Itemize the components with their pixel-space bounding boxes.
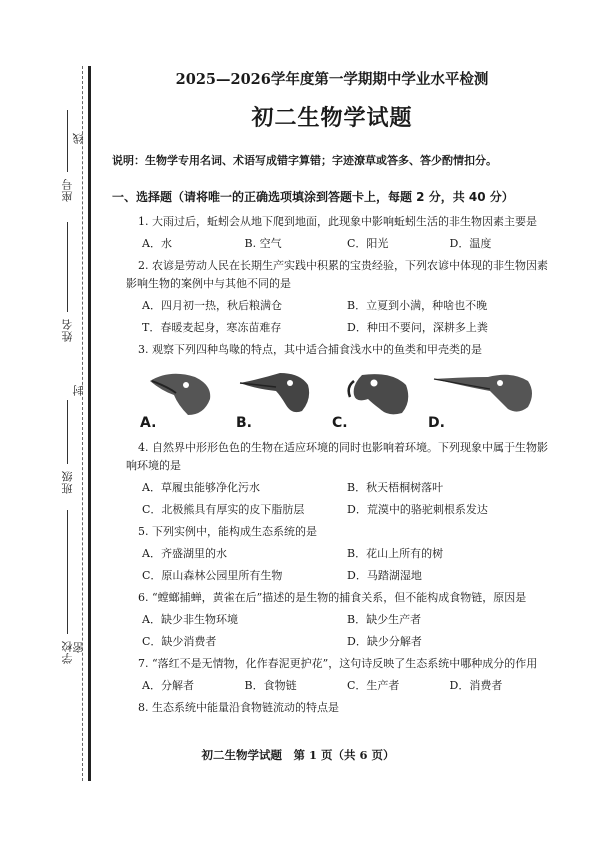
option-a[interactable]: A．草履虫能够净化污水	[142, 481, 260, 494]
option-d[interactable]: D．荒漠中的骆驼刺根系发达	[347, 503, 488, 516]
exam-content	[112, 60, 552, 717]
option-b[interactable]: B. 空气	[244, 237, 282, 250]
seal-mark-seal: 封	[72, 385, 85, 396]
option-a[interactable]: A．分解者	[142, 679, 194, 692]
seat-label: 座号	[61, 178, 74, 202]
option-b[interactable]: B．立夏到小满，种啥也不晚	[347, 299, 488, 312]
school-field[interactable]	[67, 510, 68, 634]
name-field[interactable]	[67, 222, 68, 312]
bird-label-a: A.	[140, 415, 157, 431]
option-c[interactable]: C．生产者	[347, 679, 400, 692]
bird-beak-a[interactable]	[140, 369, 228, 431]
bird-label-b: B.	[236, 415, 252, 431]
option-c[interactable]: C．缺少消费者	[142, 635, 217, 648]
option-a[interactable]: A．缺少非生物环境	[142, 613, 238, 626]
bird-beak-b[interactable]	[236, 369, 324, 431]
bird-head-d-icon	[428, 369, 538, 419]
cut-line	[82, 66, 83, 781]
option-c[interactable]: T．春暖麦起身，寒冻苗难存	[142, 321, 282, 334]
question-7-stem: 7. “落红不是无情物，化作春泥更护花”，这句诗反映了生态系统中哪种成分的作用	[138, 657, 538, 670]
option-d[interactable]: D．温度	[449, 237, 492, 250]
option-d[interactable]: D．种田不要问，深耕多上粪	[347, 321, 488, 334]
option-b[interactable]: B．花山上所有的树	[347, 547, 444, 560]
option-a[interactable]: A．齐盛湖里的水	[142, 547, 227, 560]
school-label: 学校	[61, 640, 74, 664]
option-c[interactable]: C．原山森林公园里所有生物	[142, 569, 283, 582]
bird-head-c-icon	[332, 369, 420, 419]
option-b[interactable]: B．缺少生产者	[347, 613, 422, 626]
option-a[interactable]: A．水	[142, 237, 172, 250]
bird-label-c: C.	[332, 415, 348, 431]
page-footer: 初二生物学试题 第 1 页（共 6 页）	[201, 748, 395, 762]
question-5-stem: 5. 下列实例中，能构成生态系统的是	[138, 525, 317, 538]
bird-head-b-icon	[236, 369, 324, 419]
question-7-options	[112, 677, 552, 693]
question-4-options	[112, 479, 552, 517]
question-2-stem: 2. 农谚是劳动人民在长期生产实践中积累的宝贵经验，下列农谚中体现的非生物因素影响生物的案例中与其他不同的是	[126, 259, 548, 290]
question-1-stem: 1. 大雨过后，蚯蚓会从地下爬到地面，此现象中影响蚯蚓生活的非生物因素主要是	[138, 215, 537, 228]
option-b[interactable]: B．食物链	[244, 679, 297, 692]
bird-label-d: D.	[428, 415, 445, 431]
seal-mark-line: 线	[72, 133, 85, 144]
section-heading: 一、选择题（请将唯一的正确选项填涂到答题卡上，每题 2 分，共 40 分）	[112, 190, 514, 204]
binding-margin	[0, 0, 96, 842]
exam-subject-title: 初二生物学试题	[251, 105, 413, 131]
name-label: 姓名	[61, 318, 74, 342]
option-d[interactable]: D．马踏湖湿地	[347, 569, 422, 582]
binding-line	[88, 66, 91, 781]
question-6-options	[112, 611, 552, 649]
option-d[interactable]: D．消费者	[449, 679, 503, 692]
question-4-stem: 4. 自然界中形形色色的生物在适应环境的同时也影响着环境。下列现象中属于生物影响环境的是	[126, 441, 548, 472]
question-2-options	[112, 297, 552, 335]
class-label: 班级	[61, 470, 74, 494]
option-c[interactable]: C．北极熊具有厚实的皮下脂肪层	[142, 503, 305, 516]
bird-beak-c[interactable]	[332, 369, 420, 431]
option-a[interactable]: A．四月初一热，秋后粮满仓	[142, 299, 282, 312]
bird-beak-figures	[112, 369, 552, 431]
question-6-stem: 6. “螳螂捕蝉，黄雀在后”描述的是生物的捕食关系，但不能构成食物链，原因是	[138, 591, 527, 604]
seal-mark-secret: 密	[72, 642, 85, 653]
bird-beak-d[interactable]	[428, 369, 538, 431]
option-d[interactable]: D．缺少分解者	[347, 635, 422, 648]
question-3-stem: 3. 观察下列四种鸟喙的特点，其中适合捕食浅水中的鱼类和甲壳类的是	[138, 343, 482, 356]
question-1-options	[112, 235, 552, 251]
class-field[interactable]	[67, 400, 68, 464]
question-5-options	[112, 545, 552, 583]
option-b[interactable]: B．秋天梧桐树落叶	[347, 481, 444, 494]
exam-term-title: 2025—2026学年度第一学期期中学业水平检测	[175, 71, 489, 88]
seat-field[interactable]	[67, 110, 68, 172]
instructions-note: 说明：生物学专用名词、术语写成错字算错；字迹潦草或答多、答少酌情扣分。	[112, 154, 497, 167]
question-8-stem: 8. 生态系统中能量沿食物链流动的特点是	[138, 701, 339, 714]
bird-head-a-icon	[140, 369, 228, 419]
option-c[interactable]: C．阳光	[347, 237, 389, 250]
